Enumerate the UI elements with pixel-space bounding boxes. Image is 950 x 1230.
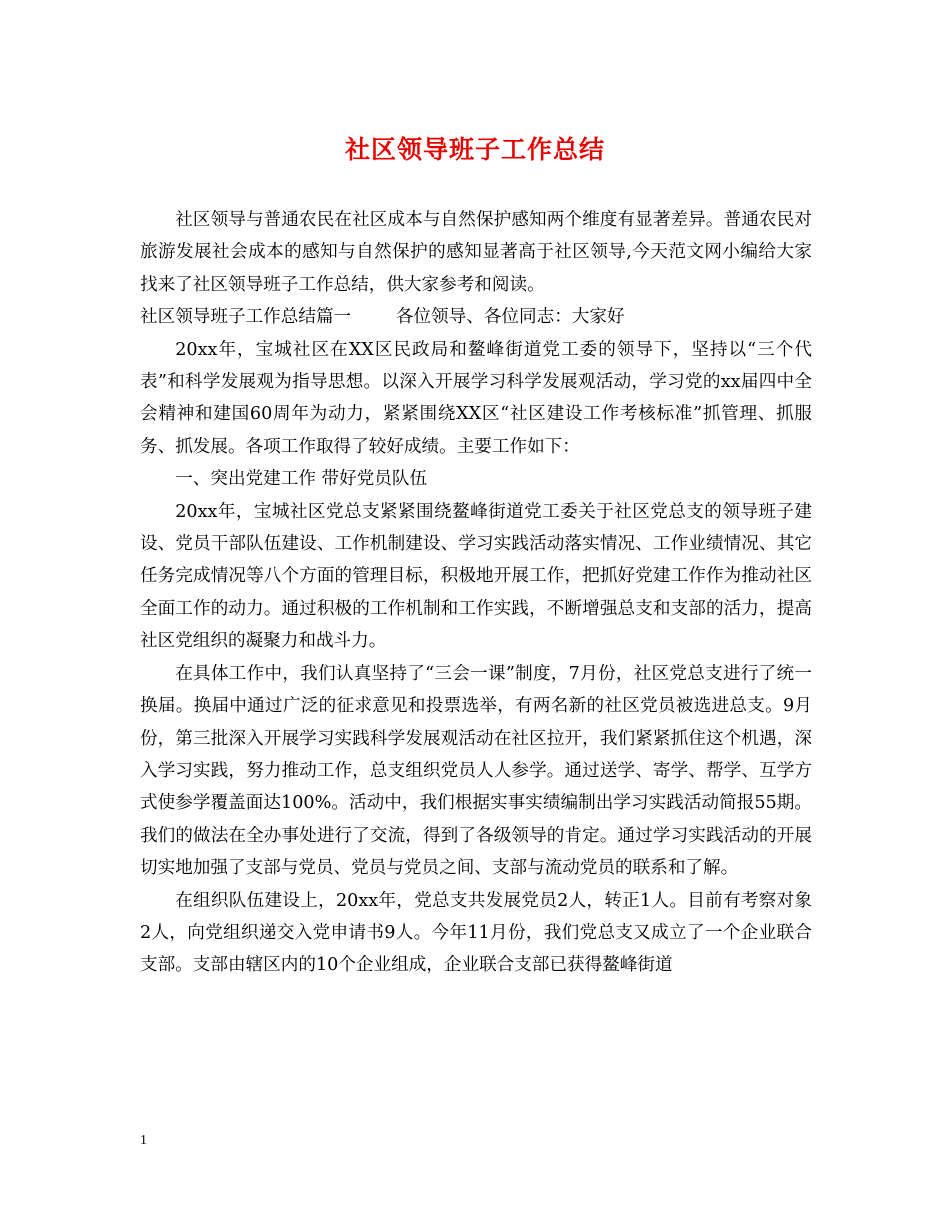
paragraph-team-building: 在组织队伍建设上，20xx年，党总支共发展党员2人，转正1人。目前有考察对象2人，向党组织递交入党申请书9人。今年11月份，我们党总支又成立了一个企业联合支部。支部由辖区内的10个企业组成，企业联合支部已获得鳌峰街道 [140,890,812,976]
page-number: 1 [140,1133,147,1148]
document-title: 社区领导班子工作总结 [344,135,605,164]
paragraph-intro: 社区领导与普通农民在社区成本与自然保护感知两个维度有显著差异。普通农民对旅游发展社会成本的感知与自然保护的感知显著高于社区领导,今天范文网小编给大家找来了社区领导班子工作总结，供大家参考和阅读。 [140,210,812,295]
paragraph-subtitle-greeting: 社区领导班子工作总结篇一 各位领导、各位同志：大家好 [140,307,625,328]
section-heading: 一、突出党建工作 带好党员队伍 [175,469,428,490]
paragraph-overview: 20xx年，宝城社区在XX区民政局和鳌峰街道党工委的领导下，坚持以“三个代表”和科学发展观为指导思想。以深入开展学习科学发展观活动，学习党的xx届四中全会精神和建国60周年为动力，紧紧围绕XX区“社区建设工作考核标准”抓管理、抓服务、抓发展。各项工作取得了较好成绩。主要工作如下： [140,339,812,457]
paragraph-party-building: 20xx年，宝城社区党总支紧紧围绕鳌峰街道党工委关于社区党总支的领导班子建设、党员干部队伍建设、工作机制建设、学习实践活动落实情况、工作业绩情况、其它任务完成情况等八个方面的管理目标，积极地开展工作，把抓好党建工作作为推动社区全面工作的动力。通过积极的工作机制和工作实践，不断增强总支和支部的活力，提高社区党组织的凝聚力和战斗力。 [140,501,812,652]
paragraph-specific-work: 在具体工作中，我们认真坚持了“三会一课”制度，7月份，社区党总支进行了统一换届。换届中通过广泛的征求意见和投票选举，有两名新的社区党员被选进总支。9月份，第三批深入开展学习实践科学发展观活动在社区拉开，我们紧紧抓住这个机遇，深入学习实践，努力推动工作，总支组织党员人人参学。通过送学、寄学、帮学、互学方式使参学覆盖面达100%。活动中，我们根据实事实绩编制出学习实践活动简报55期。我们的做法在全办事处进行了交流，得到了各级领导的肯定。通过学习实践活动的开展切实地加强了支部与党员、党员与党员之间、支部与流动党员的联系和了解。 [140,663,812,879]
document-body [140,204,812,982]
